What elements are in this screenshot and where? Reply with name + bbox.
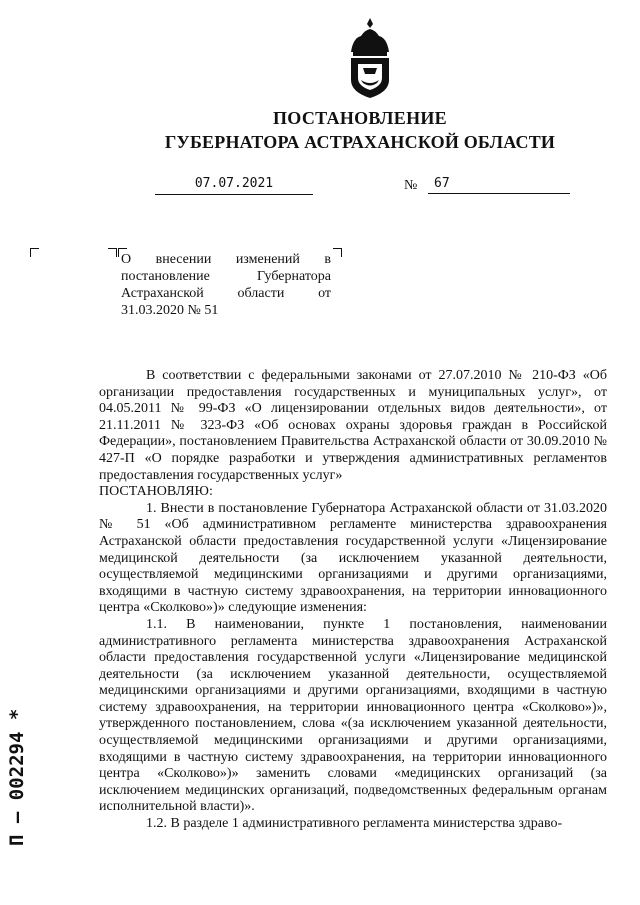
item-1-2-paragraph: 1.2. В разделе 1 административного регламента министерства здраво- bbox=[146, 816, 563, 832]
document-issuer: ГУБЕРНАТОРА АСТРАХАНСКОЙ ОБЛАСТИ bbox=[164, 132, 556, 152]
document-title: ПОСТАНОВЛЕНИЕ bbox=[273, 108, 447, 128]
side-registration-stamp: П – 002294 * bbox=[6, 708, 28, 846]
document-body bbox=[99, 368, 607, 833]
preamble-paragraph: В соответствии с федеральными законами от 27.07.2010 № 210-ФЗ «Об организации предоставления государственных и муниципальных услуг», от 04.05.2011 № 99-ФЗ «О лицензировании отдельных видов деятельности», от 21.11.2011 № 323-ФЗ «Об основах охраны здоровья граждан в Российской Федерации», постановлением Правительства Астраханской области от 30.09.2010 № 427-П «О порядке разработки и утверждения административных регламентов предоставления государственных услуг» bbox=[99, 368, 607, 483]
corner-mark bbox=[333, 248, 342, 257]
document-number: 67 bbox=[428, 176, 570, 194]
resolve-heading: ПОСТАНОВЛЯЮ: bbox=[99, 484, 213, 500]
document-date: 07.07.2021 bbox=[155, 176, 313, 195]
coat-of-arms-icon bbox=[343, 16, 397, 100]
document-number-label: № bbox=[404, 178, 418, 193]
corner-mark bbox=[108, 248, 117, 257]
document-subject: О внесении изменений в постановление Губернатора Астраханской области от 31.03.2020 № 51 bbox=[121, 252, 331, 318]
corner-mark bbox=[30, 248, 39, 257]
item-1-1-paragraph: 1.1. В наименовании, пункте 1 постановления, наименовании административного регламента министерства здравоохранения Астраханской области предоставления государственной услуги «Лицензирование медицинской деятельности (за исключением указанной деятельности, осуществляемой медицинскими организациями и другими организациями, входящими в частную систему здравоохранения, на территории инновационного центра «Сколково»)», утвержденного постановлением, слова «(за исключением указанной деятельности, осуществляемой медицинскими организациями и другими организациями, входящими в частную систему здравоохранения, на территории инновационного центра «Сколково»)» заменить словами «медицинских организаций (за исключением медицинских организаций, подведомственных федеральным органам исполнительной власти)». bbox=[99, 616, 607, 815]
item-1-paragraph: 1. Внести в постановление Губернатора Астраханской области от 31.03.2020 № 51 «Об административном регламенте министерства здравоохранения Астраханской области предоставления государственной услуги «Лицензирование медицинской деятельности (за исключением указанной деятельности, осуществляемой медицинскими организациями и другими организациями, входящими в частную систему здравоохранения, на территории инновационного центра «Сколково»)» следующие изменения: bbox=[99, 500, 607, 616]
